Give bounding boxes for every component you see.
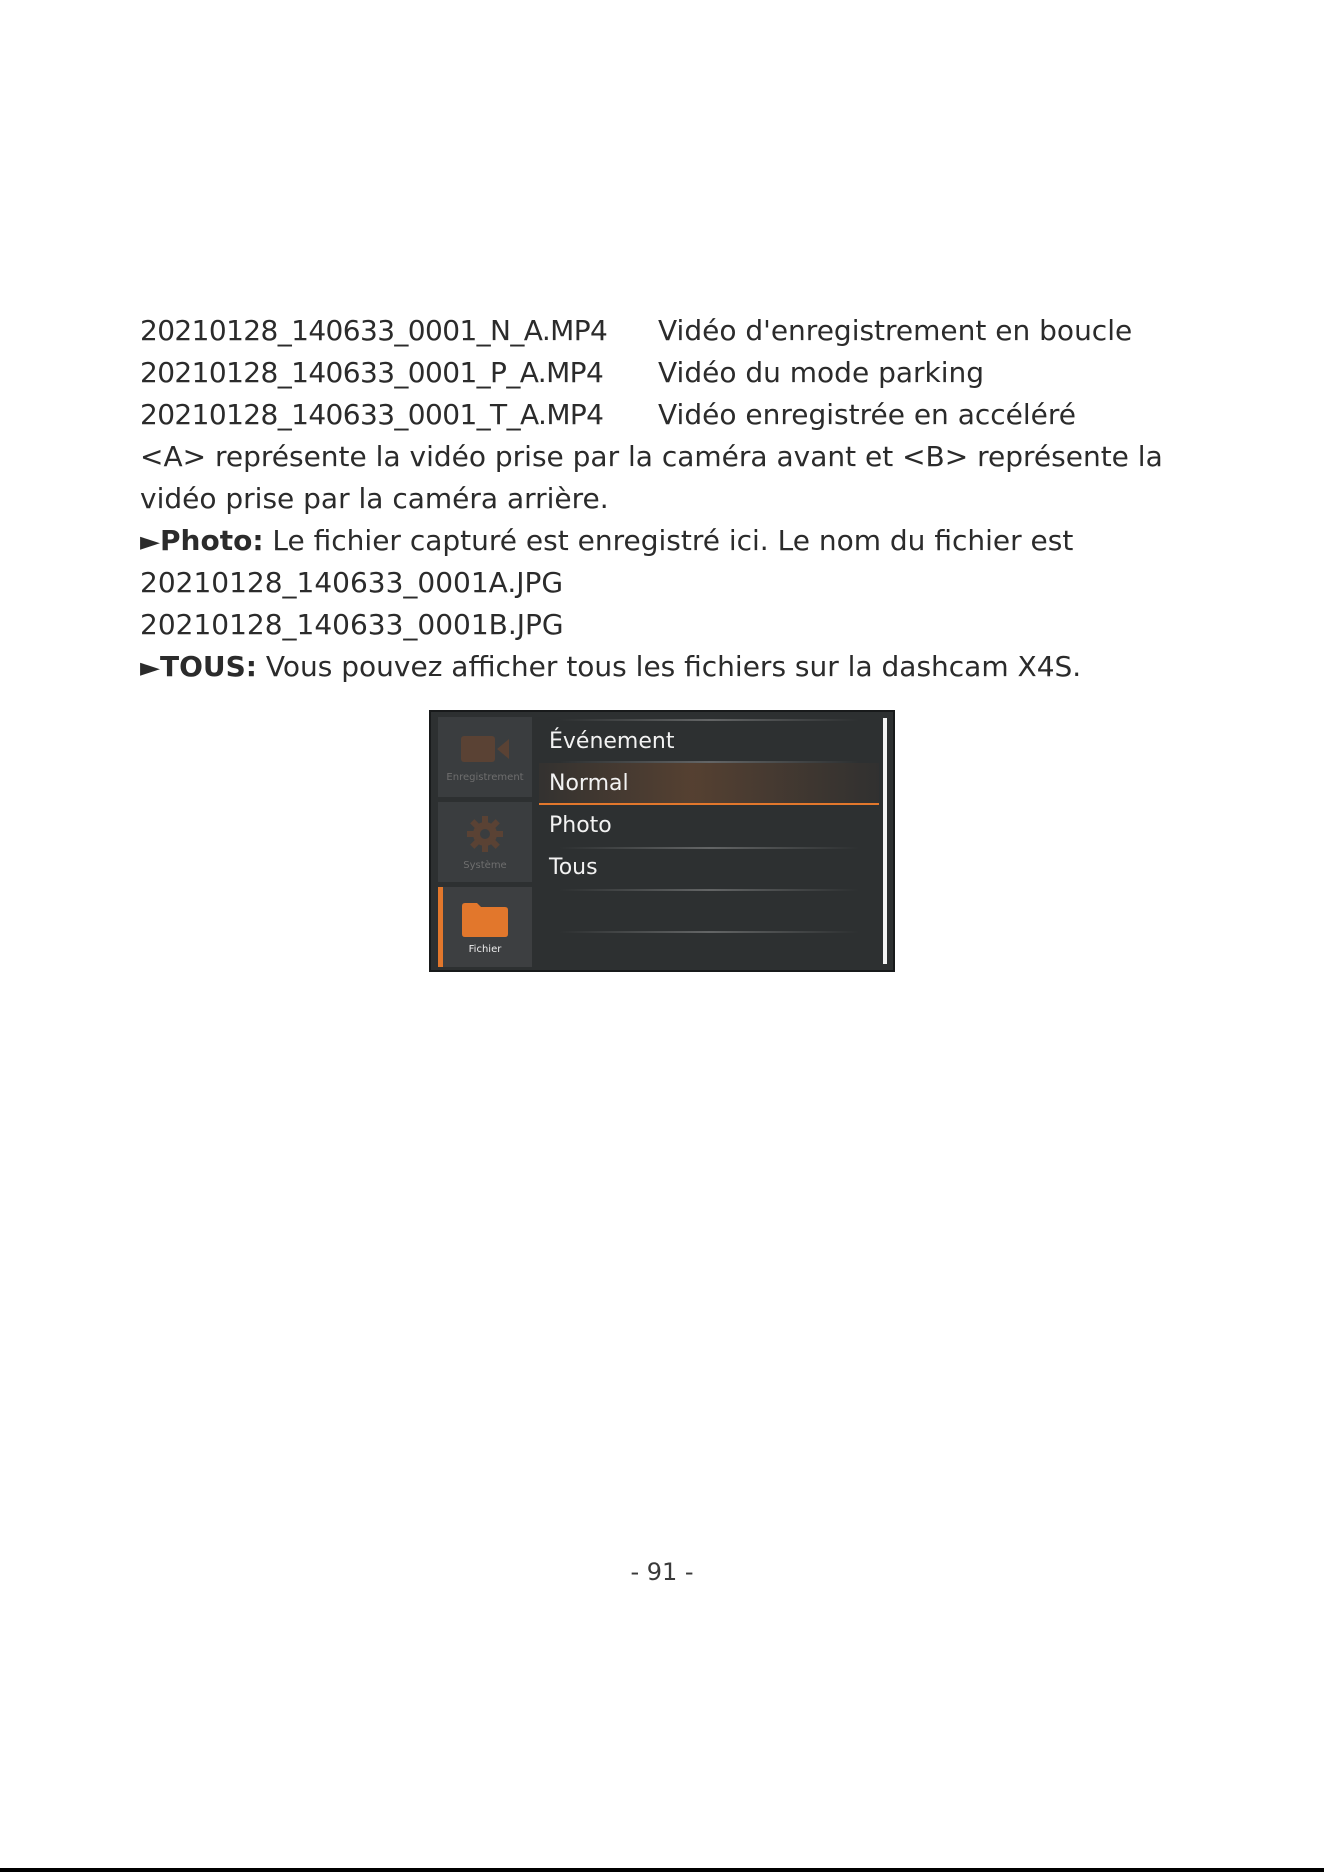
file-row: [140, 352, 1220, 394]
photo-label: Photo:: [160, 524, 264, 557]
menu-item-normal[interactable]: Normal: [539, 763, 879, 805]
gear-icon: [465, 814, 505, 854]
file-description: Vidéo d'enregistrement en boucle: [658, 314, 1133, 347]
separator: [559, 931, 859, 933]
sidebar-tab-label: Fichier: [468, 943, 502, 955]
file-row: [140, 310, 1220, 352]
sidebar-tab-systeme[interactable]: [438, 802, 532, 882]
tous-label: TOUS:: [160, 650, 258, 683]
photo-file-a: 20210128_140633_0001A.JPG: [140, 566, 564, 599]
menu-item-photo[interactable]: Photo: [549, 813, 612, 838]
sidebar-tab-fichier[interactable]: [438, 887, 532, 967]
sidebar-tab-enregistrement[interactable]: [438, 717, 532, 797]
dashcam-file-menu-screenshot: [429, 710, 895, 972]
sidebar-tab-label: Système: [463, 859, 507, 871]
arrow-bullet-icon: ►: [140, 527, 160, 557]
file-name: 20210128_140633_0001_N_A.MP4: [140, 314, 608, 347]
photo-file-b: 20210128_140633_0001B.JPG: [140, 608, 564, 641]
file-row: [140, 394, 1220, 436]
active-tab-indicator: [438, 887, 443, 967]
page-number: - 91 -: [630, 1558, 694, 1586]
ab-note-line-1: <A> représente la vidéo prise par la caméra avant et <B> représente la: [140, 440, 1163, 473]
file-name: 20210128_140633_0001_T_A.MP4: [140, 398, 604, 431]
photo-text: Le fichier capturé est enregistré ici. Le nom du fichier est: [263, 524, 1074, 557]
menu-item-evenement[interactable]: Événement: [549, 729, 675, 754]
folder-icon: [460, 900, 510, 938]
tous-paragraph: [140, 646, 1220, 688]
bottom-rule: [0, 1868, 1324, 1872]
scrollbar[interactable]: [883, 718, 887, 964]
camera-icon: [459, 732, 511, 766]
menu-item-tous[interactable]: Tous: [549, 855, 598, 880]
document-body: [140, 310, 1220, 688]
sidebar-tab-label: Enregistrement: [446, 771, 524, 783]
photo-paragraph: [140, 520, 1220, 562]
file-name: 20210128_140633_0001_P_A.MP4: [140, 356, 604, 389]
file-description: Vidéo enregistrée en accéléré: [658, 398, 1076, 431]
file-description: Vidéo du mode parking: [658, 356, 985, 389]
ab-note-line-2: vidéo prise par la caméra arrière.: [140, 482, 609, 515]
tous-text: Vous pouvez afficher tous les fichiers sur la dashcam X4S.: [257, 650, 1082, 683]
arrow-bullet-icon: ►: [140, 653, 160, 683]
separator: [559, 889, 859, 891]
